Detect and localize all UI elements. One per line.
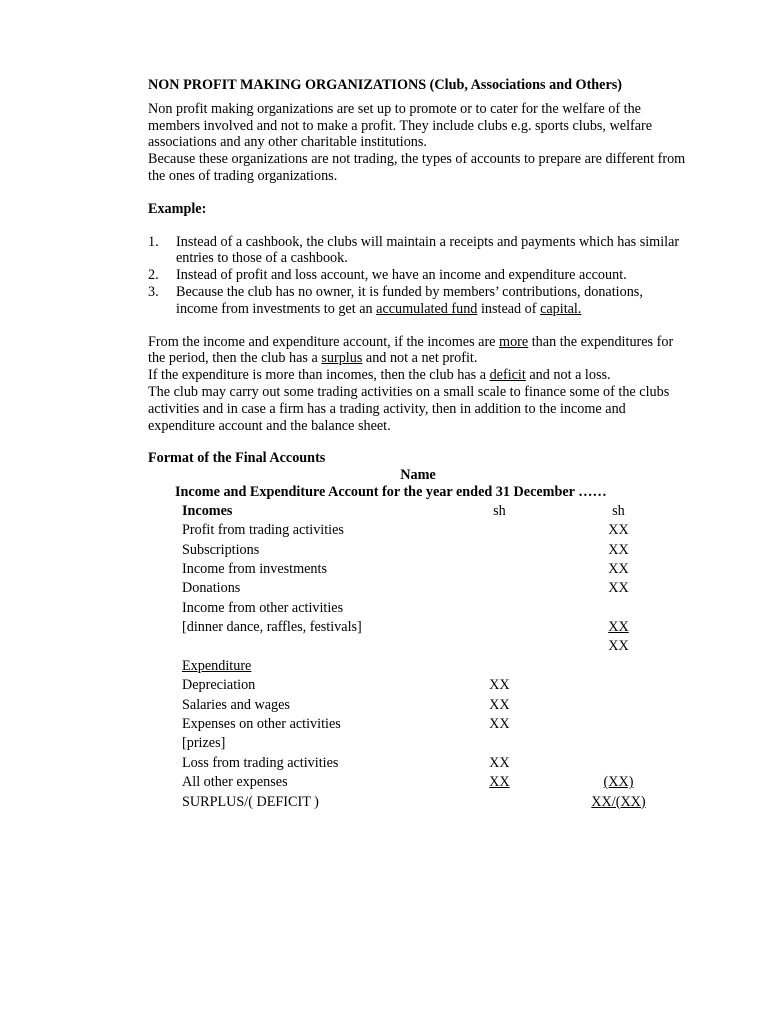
surplus-deficit-paragraph [148, 334, 688, 435]
table-cell-col2 [450, 619, 549, 638]
table-cell-label: Profit from trading activities [182, 522, 344, 539]
table-cell-col3 [549, 600, 688, 619]
table-row [182, 580, 688, 599]
table-cell-label: Depreciation [182, 677, 256, 694]
table-cell-label: Income from other activities [182, 599, 344, 616]
table-row [182, 600, 688, 619]
page-title: NON PROFIT MAKING ORGANIZATIONS (Club, Associations and Others) [148, 77, 623, 93]
table-cell-label: Expenses on other activities [182, 716, 341, 733]
table-cell-col2: XX [489, 696, 510, 713]
underlined-term-capital: capital. [540, 300, 582, 317]
intro-paragraph-1: Non profit making organizations are set up to promote or to cater for the welfare of the members involved and not to make a profit. They include clubs e.g. sports clubs, welfare associations and any other charitable institutions. [148, 100, 653, 151]
table-row [182, 638, 688, 657]
table-cell-col3 [549, 697, 688, 716]
document-content [148, 77, 688, 813]
table-row [182, 697, 688, 716]
table-cell-label: Subscriptions [182, 541, 260, 558]
table-cell-label: Income from investments [182, 560, 327, 577]
table-row [182, 755, 688, 774]
text-run: and not a loss. [525, 367, 611, 384]
table-row [182, 619, 688, 638]
list-item-text: instead of [477, 300, 541, 317]
list-item-text: Instead of profit and loss account, we have an income and expenditure account. [176, 267, 627, 284]
table-cell-col2 [450, 638, 549, 657]
table-cell-col2: XX [489, 677, 510, 694]
table-row [182, 716, 688, 735]
account-title: Income and Expenditure Account for the year ended 31 December …… [175, 483, 607, 500]
table-cell-col3: XX [608, 522, 629, 539]
table-cell-col2-underlined: XX [489, 774, 510, 791]
table-row [182, 794, 688, 813]
account-name: Name [400, 467, 436, 484]
table-cell-col3: XX [608, 541, 629, 558]
table-row [182, 677, 688, 696]
table-cell-col3 [549, 716, 688, 735]
table-cell-col2 [450, 542, 549, 561]
table-row [182, 522, 688, 541]
table-cell-label: All other expenses [182, 774, 288, 791]
expenditure-heading: Expenditure [182, 657, 252, 674]
income-expenditure-table [182, 503, 688, 813]
table-row [182, 658, 688, 677]
table-cell-col2: sh [493, 502, 506, 519]
table-cell-col3: XX [608, 638, 629, 655]
table-row [182, 735, 688, 754]
intro-paragraph-2: Because these organizations are not trading, the types of accounts to prepare are different from the ones of trading organizations. [148, 151, 686, 184]
text-run: and not a net profit. [362, 350, 478, 367]
list-item-number: 3. [148, 283, 159, 300]
format-heading: Format of the Final Accounts [148, 450, 326, 467]
table-cell-col3-underlined: (XX) [603, 774, 634, 791]
list-item-number: 2. [148, 267, 159, 284]
list-item-text: Because the club has no owner, it is funded by members’ contributions, donations, income from investments to get an [176, 283, 643, 317]
list-item [148, 267, 688, 284]
table-cell-col3-underlined: XX [608, 619, 629, 636]
table-cell-col2 [450, 600, 549, 619]
surplus-deficit-total: XX/(XX) [591, 793, 646, 810]
table-cell-label: SURPLUS/( DEFICIT ) [182, 793, 319, 810]
table-cell-col2 [450, 658, 549, 677]
text-run: From the income and expenditure account, if the incomes are [148, 333, 500, 350]
table-cell-col2 [450, 735, 549, 754]
table-cell-label: [prizes] [182, 735, 226, 752]
table-cell-label [182, 638, 450, 657]
underlined-term-surplus: surplus [321, 350, 363, 367]
text-run: than the expenditures for the period, then the club has a [148, 333, 674, 367]
list-item-number: 1. [148, 233, 159, 250]
table-cell-col2: XX [489, 754, 510, 771]
table-cell-col3: XX [608, 560, 629, 577]
table-cell-col2: XX [489, 716, 510, 733]
table-row [182, 503, 688, 522]
table-cell-col2 [450, 561, 549, 580]
list-item [148, 284, 688, 318]
table-cell-col3: sh [612, 502, 625, 519]
table-row [182, 561, 688, 580]
underlined-term-deficit: deficit [489, 367, 526, 384]
table-row [182, 774, 688, 793]
table-cell-label: Loss from trading activities [182, 754, 339, 771]
list-item-text: Instead of a cashbook, the clubs will maintain a receipts and payments which has similar entries to those of a cashbook. [176, 233, 680, 267]
text-run: If the expenditure is more than incomes, then the club has a [148, 367, 490, 384]
table-cell-label: Incomes [182, 502, 233, 519]
table-cell-label: Donations [182, 580, 241, 597]
table-cell-label: [dinner dance, raffles, festivals] [182, 619, 362, 636]
example-heading: Example: [148, 200, 207, 217]
table-cell-col3 [549, 658, 688, 677]
underlined-term-accumulated-fund: accumulated fund [376, 300, 478, 317]
underlined-term-more: more [499, 333, 529, 350]
table-cell-col2 [450, 580, 549, 599]
table-cell-col2 [450, 794, 549, 813]
table-cell-col3: XX [608, 580, 629, 597]
list-item [148, 234, 688, 268]
table-cell-col2 [450, 522, 549, 541]
table-cell-col3 [549, 735, 688, 754]
table-cell-col3 [549, 755, 688, 774]
table-cell-col3 [549, 677, 688, 696]
text-run: The club may carry out some trading activities on a small scale to finance some of the clubs activities and in case a firm has a trading activity, then in addition to the income and expenditure account and the balance sheet. [148, 383, 670, 434]
table-row [182, 542, 688, 561]
table-cell-label: Salaries and wages [182, 696, 290, 713]
example-list [148, 234, 688, 318]
